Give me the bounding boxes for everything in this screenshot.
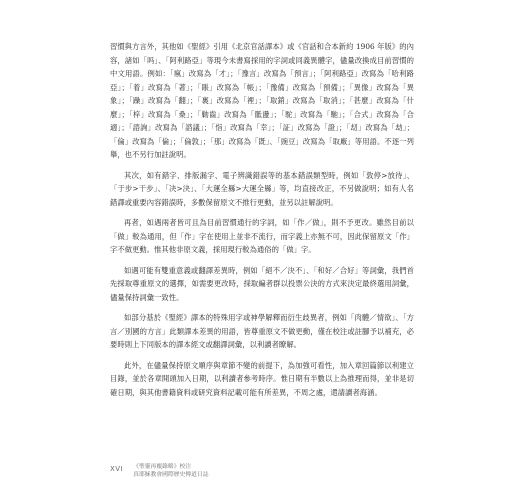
paragraph-editing-rules-continued: 習慣與方言外，其他如《聖經》引用《北京官話譯本》或《官話和合本新約 1906 年版》的內容，諸如「吗」、「阿利路亞」等現今未書寫採用的字詞或同義異體字，儘量改換成目前習慣的中文用語。例如：「瘋」改寫為「才」；「豫言」改寫為「預言」；「阿利路亞」改寫為「哈利路亞」；「着」改寫為「著」；「賬」改寫為「帳」；「豫備」改寫為「預備」；「異像」改寫為「異象」；「躁」改寫為「翻」；「裏」改寫為「裡」；「取銷」改寫為「取消」；「甚麼」改寫為「什麼」；「梓」改寫為「桑」；「勦齒」改寫為「骶盪」；「駝」改寫為「馳」；「合式」改寫為「合適」；「諮詢」改寫為「諮議」；「恉」改寫為「幸」；「証」改寫為「證」；「刧」改寫為「劫」；「倫」改寫為「倫」；「倫敦」；「那」改寫為「既」、「豌豆」改寫為「取廠」等用語。不逐一列舉，也不另行加註說明。 <box>110 42 414 159</box>
running-head-subtitle: 真耶穌教會國際歷史傳道日誌 <box>133 471 209 478</box>
running-head <box>133 464 208 479</box>
paragraph-common-usage: 再者，如遇兩者皆可且為目前習慣通行的字詞，如「作／做」，則不予更改。雖然目前以「做」較為通用，但「作」字在使用上並非不流行，而字義上亦無不可，因此保留原文「作」字不做更動。惟其他非原文義，採用現行較為通俗的「做」字。 <box>110 218 414 254</box>
page-number: XVI <box>110 465 124 473</box>
body-text <box>110 40 414 406</box>
paragraph-typo-correction: 其次，如有錯字、排版漏字、電子辨識錯誤等的基本錯誤類型時，例如「敦停>放待」、「于步>干步」、「决>決」、「大運全縣>大運全縣」等，均直接改正，不另做說明；如有人名錯譯或重要內容錯誤時，多數保留原文不推行更動，並另以註解說明。 <box>110 170 414 207</box>
paragraph-chapter-dates: 此外，在儘量保持原文順序與章節不變的前提下，為加強可看性，加入章回篇節以利建立目錄，並於各章開頭加入日期，以利讀者參考時序。惟日期有半數以上為推理而得，並非是切確日期，與其他書籍資料或研究資料記載可能有所差異，不周之處，還請讀者海涵。 <box>110 360 414 397</box>
page-footer <box>110 464 209 486</box>
paragraph-bible-translation: 如部分基於《聖經》譯本的特殊用字或神學解釋而衍生歧異者，例如「肉體／情欲」、「方言／別國的方言」此類譯本差異的用語，皆尊重原文不做更動，僅在校注或註腳予以補充，必要時則上下同版本的譯本經文或翻譯詞彙，以利讀者瞭解。 <box>110 313 414 349</box>
running-head-title: 《聖靈再覆錄略》校注 <box>133 464 192 470</box>
paragraph-dual-meaning: 如遇可能有雙重意義或翻譯差異時，例如「絕不／決不」、「和好／合好」等詞彙，我們首先採取尊重原文的選擇，如需要更改時，採取編者群以投票公決的方式來決定最終選用詞彙，儘量保持詞彙一致性。 <box>110 265 414 302</box>
